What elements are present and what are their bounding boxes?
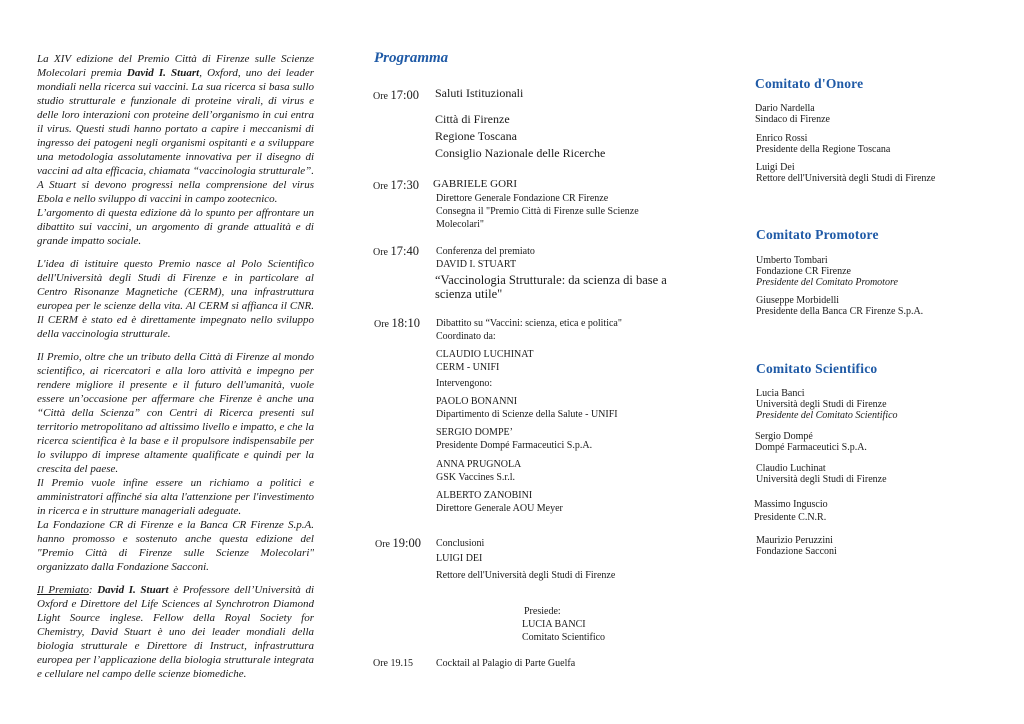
speaker-name: LUIGI DEI (436, 553, 483, 564)
session-time (373, 178, 419, 193)
session-line: Molecolari" (436, 219, 484, 230)
member-role: Dompé Farmaceutici S.p.A. (755, 442, 867, 453)
speaker-name: SERGIO DOMPE’ (436, 427, 513, 438)
time-value: 19:00 (392, 536, 421, 550)
session-line: Intervengono: (436, 378, 493, 389)
speaker-affiliation: Dipartimento di Scienze della Salute - UNIFI (436, 409, 618, 420)
speaker-affiliation: GSK Vaccines S.r.l. (436, 472, 515, 483)
member-role: Fondazione Sacconi (756, 546, 837, 557)
committee-member (755, 103, 830, 125)
session-line: Coordinato da: (436, 331, 496, 342)
session-time (374, 316, 420, 331)
speaker-name: PAOLO BONANNI (436, 396, 518, 407)
laureate-name: David I. Stuart (97, 584, 169, 596)
time-value: 17:30 (390, 178, 419, 192)
member-name: Maurizio Peruzzini (756, 535, 833, 546)
session-line: Direttore Generale Fondazione CR Firenze (436, 193, 609, 204)
speaker-affiliation: Rettore dell'Università degli Studi di Firenze (436, 570, 616, 581)
speaker-name: ANNA PRUGNOLA (436, 459, 522, 470)
session-line: Consegna il "Premio Città di Firenze sulle Scienze (436, 206, 639, 217)
member-name: Claudio Luchinat (756, 463, 826, 474)
member-name: Umberto Tombari (756, 255, 828, 266)
intro-text: L’argomento di questa edizione dà lo spunto per affrontare un dibattito sui vaccini, un argomento di grande attualità e di grande impatto sociale. (37, 207, 314, 247)
time-value: 18:10 (391, 316, 420, 330)
chair-role: Comitato Scientifico (522, 632, 606, 643)
chair-name: LUCIA BANCI (522, 619, 586, 630)
lecture-title: “Vaccinologia Strutturale: da scienza di base a (435, 273, 667, 287)
ore-label: Ore (374, 319, 389, 330)
session-time (373, 244, 419, 259)
separator: : (88, 584, 98, 596)
member-title: Presidente del Comitato Scientifico (756, 410, 898, 421)
speaker-name: CLAUDIO LUCHINAT (436, 349, 534, 360)
speaker-affiliation: Presidente Dompé Farmaceutici S.p.A. (436, 440, 593, 451)
session-line: Conclusioni (436, 538, 485, 549)
ore-label: Ore (373, 91, 388, 102)
speaker-name: DAVID I. STUART (436, 259, 517, 270)
member-name: Luigi Dei (756, 162, 795, 173)
session-line: Dibattito su “Vaccini: scienza, etica e politica" (436, 318, 622, 329)
member-name: Massimo Inguscio (754, 499, 828, 510)
intro-text: La XIV edizione del Premio Città di Firenze sulle Scienze Molecolari premia (37, 53, 314, 79)
speaker-name: GABRIELE GORI (433, 178, 518, 190)
session-title: Saluti Istituzionali (435, 86, 524, 100)
session-time (373, 88, 419, 103)
member-role: Presidente della Banca CR Firenze S.p.A. (756, 306, 924, 317)
committee-member (756, 535, 837, 557)
intro-text-column (37, 52, 314, 681)
purpose-paragraph: Il Premio, oltre che un tributo della Città di Firenze al mondo scientifico, ai ricercatori e alla loro attività e impegno per rendere migliore il presente e il futuro dell'umanità, vuole essere un’occasione per affermare che Firenze è anche una “Città della Scienza” con Centri di Ricerca presenti sul territorio metropolitano ad altissimo livello e impatto, e che la ricerca scientifica è la base e il propulsore indispensabile per lo sviluppo di imprese altamente qualificate e quindi per la crescita del paese. (37, 351, 314, 475)
committee-member (756, 133, 890, 155)
honor-committee-title: Comitato d'Onore (755, 76, 864, 91)
session-time: Ore 19.15 (373, 658, 413, 669)
ore-label: Ore (375, 539, 390, 550)
chair-label: Presiede: (524, 606, 561, 617)
session-line: Consiglio Nazionale delle Ricerche (435, 146, 606, 160)
intro-text: , Oxford, uno dei leader mondiali nella ricerca sui vaccini. La sua ricerca si basa sullo studio strutturale e funzionale di proteine virali, di virus e delle loro interazioni con proteine dell’organismo in cui entra il virus. Questi studi hanno portato a capire i meccanismi di ingresso dei patogeni negli organismi ospitanti e a sviluppare una metodologia assolutamente innovativa per il disegno di vaccini ad alta efficacia, chiamata “vaccinologia strutturale”. A Stuart si devono progressi nella comprensione del virus Ebola e nello sviluppo di vaccini in campo zootecnico. (37, 67, 314, 205)
member-name: Dario Nardella (755, 103, 815, 114)
laureate-bio: è Professore dell’Università di Oxford e Direttore del Life Sciences al Synchrotron Diamond Light Source inglese. Fellow della Royal Society for Chemistry, David Stuart è uno dei leader mondiali della biologia strutturale e Direttore di Instruct, infrastruttura europea per l’applicazione della biologia strutturale integrata e cellulare nel campo delle scienze biomediche. (37, 584, 314, 680)
member-role: Università degli Studi di Firenze (756, 399, 887, 410)
scientific-committee-title: Comitato Scientifico (756, 361, 878, 376)
ore-label: Ore (373, 181, 388, 192)
member-role: Rettore dell'Università degli Studi di Firenze (756, 173, 936, 184)
member-name: Enrico Rossi (756, 133, 808, 144)
session-line: Regione Toscana (435, 129, 517, 143)
member-title: Presidente del Comitato Promotore (756, 277, 898, 288)
member-name: Lucia Banci (756, 388, 805, 399)
committee-member (756, 463, 887, 485)
member-name: Giuseppe Morbidelli (756, 295, 840, 306)
committee-member (756, 255, 898, 288)
laureate-label: Il Premiato (37, 584, 89, 596)
time-value: 17:00 (390, 88, 419, 102)
committee-member (754, 498, 828, 524)
ore-label: Ore (373, 247, 388, 258)
speaker-affiliation: CERM - UNIFI (436, 362, 500, 373)
sponsors-paragraph: La Fondazione CR di Firenze e la Banca CR Firenze S.p.A. hanno promosso e sostenuto anche questa edizione del "Premio Città di Firenze sulle Scienze Molecolari" organizzato dalla Fondazione Sacconi. (37, 519, 314, 573)
speaker-affiliation: Direttore Generale AOU Meyer (436, 503, 563, 514)
session-line: Cocktail al Palagio di Parte Guelfa (436, 658, 576, 669)
member-role: Università degli Studi di Firenze (756, 474, 887, 485)
lecture-title: scienza utile" (435, 287, 503, 301)
program-title: Programma (374, 50, 449, 66)
time-value: 17:40 (390, 244, 419, 258)
session-time (375, 536, 421, 551)
member-role: Presidente della Regione Toscana (756, 144, 891, 155)
speaker-name: ALBERTO ZANOBINI (436, 490, 533, 501)
origin-paragraph: L'idea di istituire questo Premio nasce al Polo Scientifico dell'Università degli Studi di Firenze e in particolare al Centro Risonanze Magnetiche (CERM), una infrastruttura europea per le scienze della vita. Al CERM si affianca il CNR. Il CERM è stato ed è direttamente impegnato nello sviluppo della vaccinologia strutturale. (37, 258, 314, 340)
member-role: Fondazione CR Firenze (756, 266, 851, 277)
member-name: Sergio Dompé (755, 431, 813, 442)
laureate-paragraph (37, 583, 314, 681)
session-line: Conferenza del premiato (436, 246, 535, 257)
committee-member (755, 431, 867, 453)
laureate-name: David I. Stuart (126, 67, 200, 79)
member-role: Sindaco di Firenze (755, 114, 830, 125)
intro-paragraph (37, 52, 314, 206)
member-role: Presidente C.N.R. (754, 512, 827, 523)
committee-member (756, 162, 935, 184)
committee-member (756, 295, 923, 317)
committee-member (756, 388, 898, 421)
promoting-committee-title: Comitato Promotore (756, 227, 879, 242)
session-line: Città di Firenze (435, 112, 510, 126)
purpose-paragraph: Il Premio vuole infine essere un richiamo a politici e amministratori affinché sia alta l'attenzione per l'investimento in ricerca e in strutture manageriali adeguate. (37, 477, 314, 517)
